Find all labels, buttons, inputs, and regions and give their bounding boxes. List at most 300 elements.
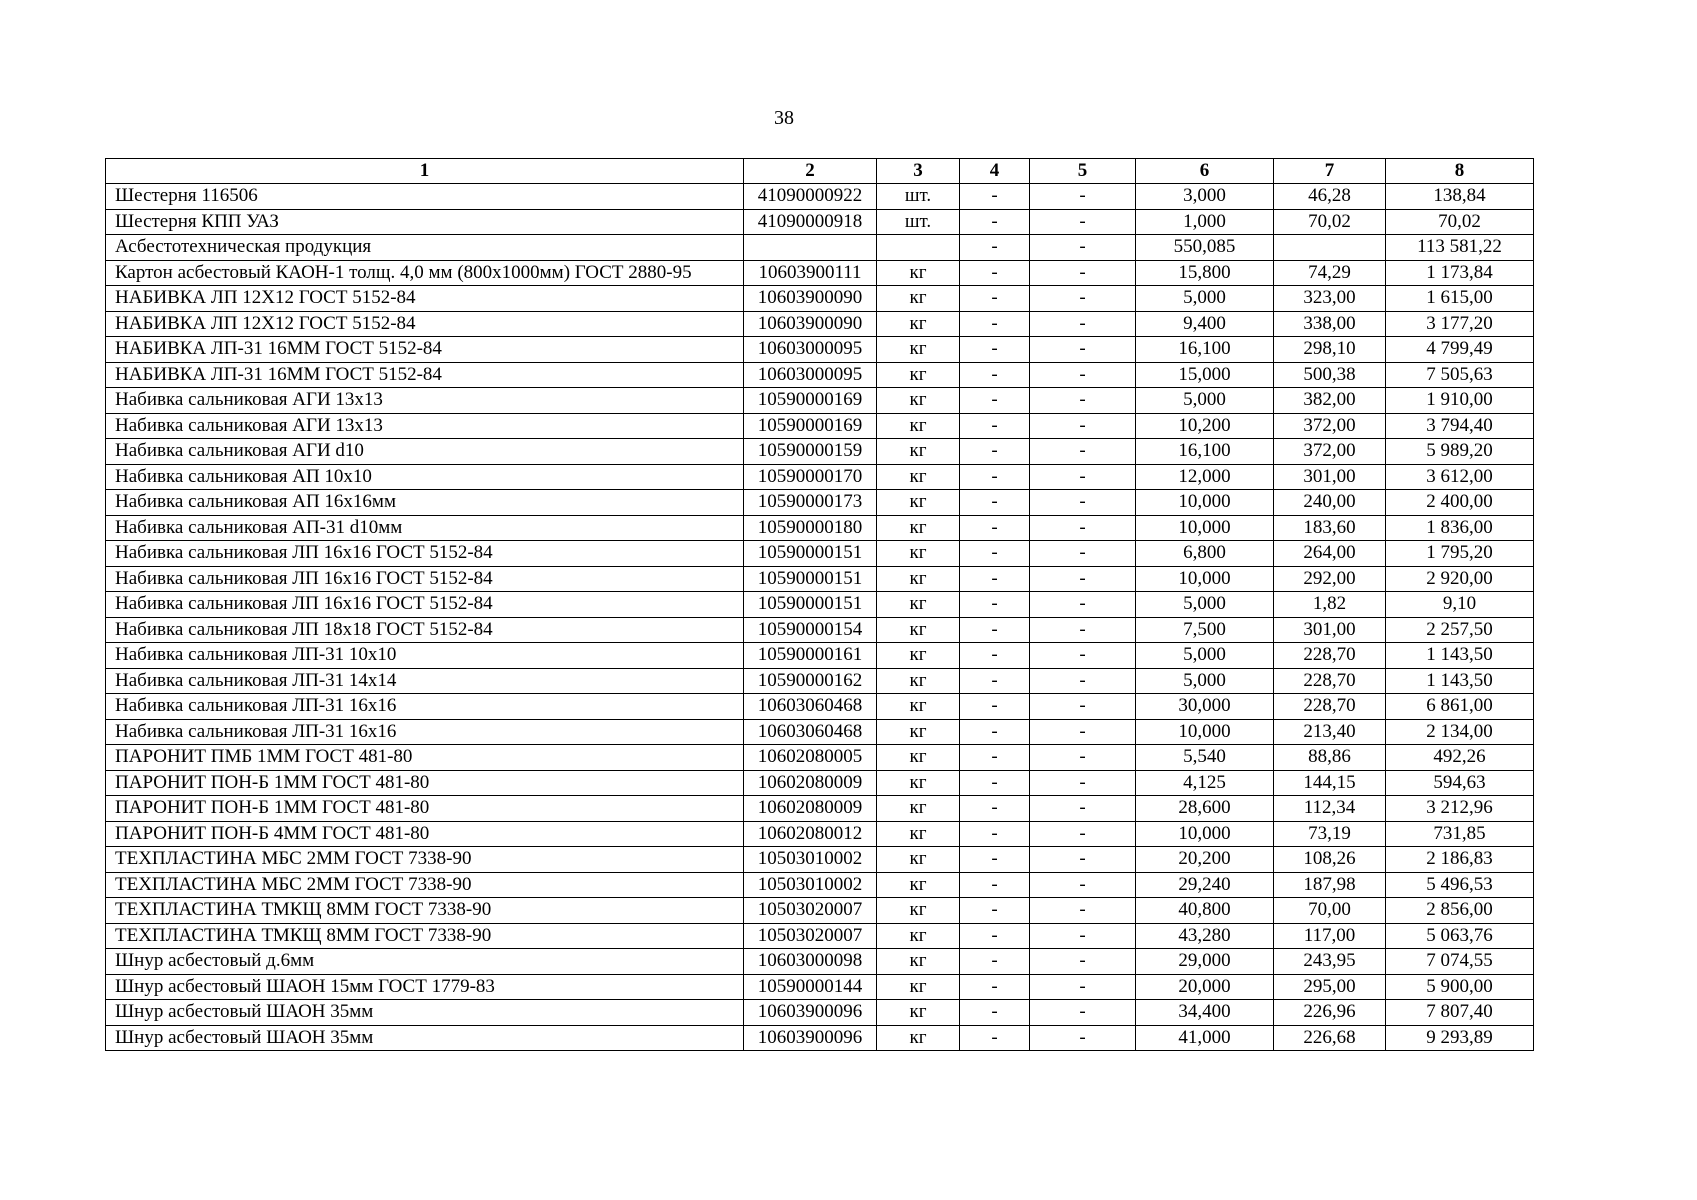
item-name-cell: ПАРОНИТ ПМБ 1ММ ГОСТ 481-80 bbox=[106, 745, 744, 771]
item-code-cell: 10603000095 bbox=[744, 337, 877, 363]
item-name-cell: Набивка сальниковая ЛП 18х18 ГОСТ 5152-84 bbox=[106, 617, 744, 643]
unit-cell: кг bbox=[877, 464, 960, 490]
item-name-cell: НАБИВКА ЛП-31 16ММ ГОСТ 5152-84 bbox=[106, 337, 744, 363]
item-code-cell: 10503020007 bbox=[744, 898, 877, 924]
sum-cell: 5 989,20 bbox=[1386, 439, 1534, 465]
unit-cell: кг bbox=[877, 286, 960, 312]
unit-cell bbox=[877, 235, 960, 261]
column-4-cell: - bbox=[960, 515, 1030, 541]
item-name-cell: Картон асбестовый КАОН-1 толщ. 4,0 мм (800х1000мм) ГОСТ 2880-95 bbox=[106, 260, 744, 286]
sum-cell: 70,02 bbox=[1386, 209, 1534, 235]
column-4-cell: - bbox=[960, 464, 1030, 490]
item-code-cell: 10603000095 bbox=[744, 362, 877, 388]
sum-cell: 5 496,53 bbox=[1386, 872, 1534, 898]
quantity-cell: 10,000 bbox=[1136, 821, 1274, 847]
price-cell: 183,60 bbox=[1274, 515, 1386, 541]
column-5-cell: - bbox=[1030, 439, 1136, 465]
table-row bbox=[106, 260, 1534, 286]
unit-cell: кг bbox=[877, 566, 960, 592]
price-cell: 372,00 bbox=[1274, 413, 1386, 439]
column-4-cell: - bbox=[960, 821, 1030, 847]
quantity-cell: 10,200 bbox=[1136, 413, 1274, 439]
unit-cell: кг bbox=[877, 770, 960, 796]
unit-cell: кг bbox=[877, 388, 960, 414]
quantity-cell: 41,000 bbox=[1136, 1025, 1274, 1051]
item-code-cell: 10603900111 bbox=[744, 260, 877, 286]
sum-cell: 3 612,00 bbox=[1386, 464, 1534, 490]
table-row bbox=[106, 235, 1534, 261]
price-cell: 264,00 bbox=[1274, 541, 1386, 567]
column-4-cell: - bbox=[960, 388, 1030, 414]
column-4-cell: - bbox=[960, 974, 1030, 1000]
table-row bbox=[106, 566, 1534, 592]
quantity-cell: 4,125 bbox=[1136, 770, 1274, 796]
column-5-cell: - bbox=[1030, 286, 1136, 312]
sum-cell: 1 910,00 bbox=[1386, 388, 1534, 414]
column-5-cell: - bbox=[1030, 668, 1136, 694]
column-4-cell: - bbox=[960, 745, 1030, 771]
item-code-cell: 10603900090 bbox=[744, 286, 877, 312]
item-name-cell: ТЕХПЛАСТИНА ТМКЩ 8ММ ГОСТ 7338-90 bbox=[106, 923, 744, 949]
price-cell: 228,70 bbox=[1274, 694, 1386, 720]
price-cell: 70,02 bbox=[1274, 209, 1386, 235]
table-row bbox=[106, 770, 1534, 796]
unit-cell: кг bbox=[877, 592, 960, 618]
item-code-cell: 10603900096 bbox=[744, 1000, 877, 1026]
column-4-cell: - bbox=[960, 541, 1030, 567]
column-5-cell: - bbox=[1030, 872, 1136, 898]
unit-cell: шт. bbox=[877, 209, 960, 235]
table-row bbox=[106, 541, 1534, 567]
item-code-cell: 10590000169 bbox=[744, 388, 877, 414]
price-cell: 226,68 bbox=[1274, 1025, 1386, 1051]
unit-cell: кг bbox=[877, 974, 960, 1000]
table-row bbox=[106, 847, 1534, 873]
item-name-cell: Набивка сальниковая ЛП-31 10х10 bbox=[106, 643, 744, 669]
sum-cell: 2 400,00 bbox=[1386, 490, 1534, 516]
sum-cell: 1 836,00 bbox=[1386, 515, 1534, 541]
unit-cell: кг bbox=[877, 796, 960, 822]
price-cell: 88,86 bbox=[1274, 745, 1386, 771]
table-row bbox=[106, 796, 1534, 822]
column-5-cell: - bbox=[1030, 337, 1136, 363]
item-code-cell: 10603900096 bbox=[744, 1025, 877, 1051]
price-cell: 74,29 bbox=[1274, 260, 1386, 286]
sum-cell: 9,10 bbox=[1386, 592, 1534, 618]
quantity-cell: 15,800 bbox=[1136, 260, 1274, 286]
table-row bbox=[106, 286, 1534, 312]
price-cell: 240,00 bbox=[1274, 490, 1386, 516]
column-4-cell: - bbox=[960, 260, 1030, 286]
unit-cell: кг bbox=[877, 490, 960, 516]
sum-cell: 4 799,49 bbox=[1386, 337, 1534, 363]
item-name-cell: НАБИВКА ЛП-31 16ММ ГОСТ 5152-84 bbox=[106, 362, 744, 388]
price-cell: 298,10 bbox=[1274, 337, 1386, 363]
item-name-cell: Набивка сальниковая АП-31 d10мм bbox=[106, 515, 744, 541]
item-code-cell: 41090000918 bbox=[744, 209, 877, 235]
item-name-cell: Шестерня КПП УАЗ bbox=[106, 209, 744, 235]
price-cell: 108,26 bbox=[1274, 847, 1386, 873]
column-4-cell: - bbox=[960, 311, 1030, 337]
item-code-cell: 10590000161 bbox=[744, 643, 877, 669]
quantity-cell: 15,000 bbox=[1136, 362, 1274, 388]
column-5-cell: - bbox=[1030, 745, 1136, 771]
sum-cell: 594,63 bbox=[1386, 770, 1534, 796]
column-5-cell: - bbox=[1030, 311, 1136, 337]
item-name-cell: Набивка сальниковая ЛП 16х16 ГОСТ 5152-84 bbox=[106, 592, 744, 618]
table-row bbox=[106, 668, 1534, 694]
item-name-cell: Шнур асбестовый д.6мм bbox=[106, 949, 744, 975]
sum-cell: 5 063,76 bbox=[1386, 923, 1534, 949]
price-cell: 228,70 bbox=[1274, 668, 1386, 694]
column-header: 2 bbox=[744, 159, 877, 184]
sum-cell: 1 143,50 bbox=[1386, 668, 1534, 694]
unit-cell: кг bbox=[877, 923, 960, 949]
unit-cell: кг bbox=[877, 311, 960, 337]
table-row bbox=[106, 592, 1534, 618]
quantity-cell: 20,000 bbox=[1136, 974, 1274, 1000]
unit-cell: кг bbox=[877, 668, 960, 694]
table-row bbox=[106, 515, 1534, 541]
quantity-cell: 6,800 bbox=[1136, 541, 1274, 567]
column-5-cell: - bbox=[1030, 184, 1136, 210]
item-code-cell: 10603060468 bbox=[744, 719, 877, 745]
unit-cell: кг bbox=[877, 719, 960, 745]
column-5-cell: - bbox=[1030, 566, 1136, 592]
column-header: 3 bbox=[877, 159, 960, 184]
price-cell: 73,19 bbox=[1274, 821, 1386, 847]
column-4-cell: - bbox=[960, 490, 1030, 516]
item-code-cell: 10590000170 bbox=[744, 464, 877, 490]
table-row bbox=[106, 821, 1534, 847]
price-cell: 292,00 bbox=[1274, 566, 1386, 592]
quantity-cell: 12,000 bbox=[1136, 464, 1274, 490]
column-5-cell: - bbox=[1030, 643, 1136, 669]
price-cell: 338,00 bbox=[1274, 311, 1386, 337]
column-5-cell: - bbox=[1030, 541, 1136, 567]
column-5-cell: - bbox=[1030, 694, 1136, 720]
quantity-cell: 1,000 bbox=[1136, 209, 1274, 235]
column-4-cell: - bbox=[960, 719, 1030, 745]
column-4-cell: - bbox=[960, 796, 1030, 822]
table-row bbox=[106, 1000, 1534, 1026]
price-cell: 70,00 bbox=[1274, 898, 1386, 924]
table-row bbox=[106, 974, 1534, 1000]
column-5-cell: - bbox=[1030, 362, 1136, 388]
column-5-cell: - bbox=[1030, 1000, 1136, 1026]
sum-cell: 492,26 bbox=[1386, 745, 1534, 771]
quantity-cell: 5,000 bbox=[1136, 668, 1274, 694]
quantity-cell: 7,500 bbox=[1136, 617, 1274, 643]
table-row bbox=[106, 694, 1534, 720]
column-4-cell: - bbox=[960, 209, 1030, 235]
column-5-cell: - bbox=[1030, 260, 1136, 286]
column-5-cell: - bbox=[1030, 974, 1136, 1000]
column-4-cell: - bbox=[960, 286, 1030, 312]
table-row bbox=[106, 719, 1534, 745]
table-row bbox=[106, 949, 1534, 975]
item-name-cell: Набивка сальниковая АГИ 13х13 bbox=[106, 388, 744, 414]
item-name-cell: ТЕХПЛАСТИНА ТМКЩ 8ММ ГОСТ 7338-90 bbox=[106, 898, 744, 924]
item-name-cell: Шнур асбестовый ШАОН 15мм ГОСТ 1779-83 bbox=[106, 974, 744, 1000]
column-5-cell: - bbox=[1030, 949, 1136, 975]
unit-cell: кг bbox=[877, 439, 960, 465]
item-code-cell: 10590000180 bbox=[744, 515, 877, 541]
quantity-cell: 10,000 bbox=[1136, 719, 1274, 745]
price-cell: 382,00 bbox=[1274, 388, 1386, 414]
table-row bbox=[106, 490, 1534, 516]
sum-cell: 2 856,00 bbox=[1386, 898, 1534, 924]
unit-cell: кг bbox=[877, 745, 960, 771]
quantity-cell: 5,540 bbox=[1136, 745, 1274, 771]
column-5-cell: - bbox=[1030, 413, 1136, 439]
item-code-cell: 10590000154 bbox=[744, 617, 877, 643]
price-cell: 295,00 bbox=[1274, 974, 1386, 1000]
column-4-cell: - bbox=[960, 770, 1030, 796]
quantity-cell: 20,200 bbox=[1136, 847, 1274, 873]
column-5-cell: - bbox=[1030, 821, 1136, 847]
unit-cell: кг bbox=[877, 337, 960, 363]
sum-cell: 1 143,50 bbox=[1386, 643, 1534, 669]
sum-cell: 6 861,00 bbox=[1386, 694, 1534, 720]
item-code-cell: 10590000169 bbox=[744, 413, 877, 439]
table-header-row bbox=[106, 159, 1534, 184]
price-cell: 372,00 bbox=[1274, 439, 1386, 465]
column-5-cell: - bbox=[1030, 898, 1136, 924]
table-row bbox=[106, 898, 1534, 924]
sum-cell: 2 920,00 bbox=[1386, 566, 1534, 592]
item-code-cell: 10503010002 bbox=[744, 872, 877, 898]
unit-cell: кг bbox=[877, 1025, 960, 1051]
column-4-cell: - bbox=[960, 923, 1030, 949]
item-name-cell: Набивка сальниковая ЛП-31 16х16 bbox=[106, 694, 744, 720]
column-4-cell: - bbox=[960, 592, 1030, 618]
unit-cell: кг bbox=[877, 541, 960, 567]
column-5-cell: - bbox=[1030, 235, 1136, 261]
column-5-cell: - bbox=[1030, 464, 1136, 490]
price-cell: 46,28 bbox=[1274, 184, 1386, 210]
item-name-cell: Набивка сальниковая ЛП-31 14х14 bbox=[106, 668, 744, 694]
item-code-cell: 10590000173 bbox=[744, 490, 877, 516]
inventory-table bbox=[105, 158, 1534, 1051]
quantity-cell: 5,000 bbox=[1136, 388, 1274, 414]
unit-cell: кг bbox=[877, 1000, 960, 1026]
quantity-cell: 28,600 bbox=[1136, 796, 1274, 822]
item-name-cell: Набивка сальниковая АП 10х10 bbox=[106, 464, 744, 490]
column-5-cell: - bbox=[1030, 617, 1136, 643]
column-4-cell: - bbox=[960, 949, 1030, 975]
unit-cell: кг bbox=[877, 413, 960, 439]
item-code-cell: 10602080005 bbox=[744, 745, 877, 771]
column-5-cell: - bbox=[1030, 1025, 1136, 1051]
price-cell: 117,00 bbox=[1274, 923, 1386, 949]
item-name-cell: Шестерня 116506 bbox=[106, 184, 744, 210]
column-5-cell: - bbox=[1030, 847, 1136, 873]
item-code-cell: 10603060468 bbox=[744, 694, 877, 720]
item-name-cell: НАБИВКА ЛП 12Х12 ГОСТ 5152-84 bbox=[106, 311, 744, 337]
unit-cell: кг bbox=[877, 949, 960, 975]
item-name-cell: Набивка сальниковая ЛП 16х16 ГОСТ 5152-84 bbox=[106, 541, 744, 567]
column-header: 1 bbox=[106, 159, 744, 184]
table-row bbox=[106, 923, 1534, 949]
item-code-cell: 10602080012 bbox=[744, 821, 877, 847]
quantity-cell: 34,400 bbox=[1136, 1000, 1274, 1026]
item-name-cell: Набивка сальниковая АГИ 13х13 bbox=[106, 413, 744, 439]
quantity-cell: 29,000 bbox=[1136, 949, 1274, 975]
quantity-cell: 3,000 bbox=[1136, 184, 1274, 210]
column-5-cell: - bbox=[1030, 515, 1136, 541]
item-name-cell: Шнур асбестовый ШАОН 35мм bbox=[106, 1025, 744, 1051]
price-cell: 500,38 bbox=[1274, 362, 1386, 388]
table-body bbox=[106, 184, 1534, 1051]
column-4-cell: - bbox=[960, 439, 1030, 465]
column-header: 8 bbox=[1386, 159, 1534, 184]
column-4-cell: - bbox=[960, 362, 1030, 388]
column-5-cell: - bbox=[1030, 770, 1136, 796]
table-row bbox=[106, 643, 1534, 669]
quantity-cell: 16,100 bbox=[1136, 439, 1274, 465]
unit-cell: кг bbox=[877, 898, 960, 924]
column-4-cell: - bbox=[960, 668, 1030, 694]
sum-cell: 1 795,20 bbox=[1386, 541, 1534, 567]
item-name-cell: Асбестотехническая продукция bbox=[106, 235, 744, 261]
table-row bbox=[106, 362, 1534, 388]
table-row bbox=[106, 745, 1534, 771]
sum-cell: 7 074,55 bbox=[1386, 949, 1534, 975]
unit-cell: кг bbox=[877, 515, 960, 541]
unit-cell: шт. bbox=[877, 184, 960, 210]
price-cell: 187,98 bbox=[1274, 872, 1386, 898]
item-name-cell: ТЕХПЛАСТИНА МБС 2ММ ГОСТ 7338-90 bbox=[106, 847, 744, 873]
page-number: 38 bbox=[774, 107, 794, 129]
column-5-cell: - bbox=[1030, 719, 1136, 745]
unit-cell: кг bbox=[877, 872, 960, 898]
table-row bbox=[106, 1025, 1534, 1051]
column-5-cell: - bbox=[1030, 592, 1136, 618]
column-5-cell: - bbox=[1030, 796, 1136, 822]
price-cell: 213,40 bbox=[1274, 719, 1386, 745]
sum-cell: 3 177,20 bbox=[1386, 311, 1534, 337]
table-row bbox=[106, 337, 1534, 363]
column-4-cell: - bbox=[960, 1000, 1030, 1026]
quantity-cell: 10,000 bbox=[1136, 515, 1274, 541]
item-code-cell: 10590000144 bbox=[744, 974, 877, 1000]
sum-cell: 7 807,40 bbox=[1386, 1000, 1534, 1026]
sum-cell: 138,84 bbox=[1386, 184, 1534, 210]
sum-cell: 2 186,83 bbox=[1386, 847, 1534, 873]
quantity-cell: 40,800 bbox=[1136, 898, 1274, 924]
item-name-cell: ПАРОНИТ ПОН-Б 4ММ ГОСТ 481-80 bbox=[106, 821, 744, 847]
item-code-cell: 10590000159 bbox=[744, 439, 877, 465]
sum-cell: 5 900,00 bbox=[1386, 974, 1534, 1000]
item-name-cell: НАБИВКА ЛП 12Х12 ГОСТ 5152-84 bbox=[106, 286, 744, 312]
item-code-cell: 10590000151 bbox=[744, 592, 877, 618]
item-code-cell: 10590000151 bbox=[744, 541, 877, 567]
sum-cell: 731,85 bbox=[1386, 821, 1534, 847]
column-header: 7 bbox=[1274, 159, 1386, 184]
item-name-cell: Набивка сальниковая АГИ d10 bbox=[106, 439, 744, 465]
column-5-cell: - bbox=[1030, 923, 1136, 949]
price-cell: 301,00 bbox=[1274, 617, 1386, 643]
column-4-cell: - bbox=[960, 617, 1030, 643]
table-row bbox=[106, 388, 1534, 414]
item-code-cell: 10603000098 bbox=[744, 949, 877, 975]
item-name-cell: ПАРОНИТ ПОН-Б 1ММ ГОСТ 481-80 bbox=[106, 796, 744, 822]
column-header: 6 bbox=[1136, 159, 1274, 184]
column-5-cell: - bbox=[1030, 388, 1136, 414]
column-5-cell: - bbox=[1030, 209, 1136, 235]
unit-cell: кг bbox=[877, 694, 960, 720]
unit-cell: кг bbox=[877, 643, 960, 669]
item-name-cell: Шнур асбестовый ШАОН 35мм bbox=[106, 1000, 744, 1026]
price-cell bbox=[1274, 235, 1386, 261]
unit-cell: кг bbox=[877, 617, 960, 643]
column-4-cell: - bbox=[960, 413, 1030, 439]
column-4-cell: - bbox=[960, 872, 1030, 898]
table-row bbox=[106, 209, 1534, 235]
column-4-cell: - bbox=[960, 847, 1030, 873]
item-code-cell: 10603900090 bbox=[744, 311, 877, 337]
unit-cell: кг bbox=[877, 260, 960, 286]
column-header: 5 bbox=[1030, 159, 1136, 184]
table-row bbox=[106, 872, 1534, 898]
sum-cell: 2 134,00 bbox=[1386, 719, 1534, 745]
sum-cell: 1 615,00 bbox=[1386, 286, 1534, 312]
item-name-cell: ПАРОНИТ ПОН-Б 1ММ ГОСТ 481-80 bbox=[106, 770, 744, 796]
table-row bbox=[106, 413, 1534, 439]
table-row bbox=[106, 311, 1534, 337]
item-code-cell: 10602080009 bbox=[744, 796, 877, 822]
sum-cell: 1 173,84 bbox=[1386, 260, 1534, 286]
sum-cell: 9 293,89 bbox=[1386, 1025, 1534, 1051]
price-cell: 1,82 bbox=[1274, 592, 1386, 618]
column-4-cell: - bbox=[960, 643, 1030, 669]
column-4-cell: - bbox=[960, 566, 1030, 592]
sum-cell: 3 794,40 bbox=[1386, 413, 1534, 439]
quantity-cell: 30,000 bbox=[1136, 694, 1274, 720]
quantity-cell: 43,280 bbox=[1136, 923, 1274, 949]
column-4-cell: - bbox=[960, 337, 1030, 363]
column-4-cell: - bbox=[960, 235, 1030, 261]
quantity-cell: 550,085 bbox=[1136, 235, 1274, 261]
quantity-cell: 9,400 bbox=[1136, 311, 1274, 337]
item-name-cell: Набивка сальниковая АП 16х16мм bbox=[106, 490, 744, 516]
item-code-cell: 10503020007 bbox=[744, 923, 877, 949]
item-code-cell: 10590000151 bbox=[744, 566, 877, 592]
item-name-cell: Набивка сальниковая ЛП 16х16 ГОСТ 5152-84 bbox=[106, 566, 744, 592]
sum-cell: 3 212,96 bbox=[1386, 796, 1534, 822]
quantity-cell: 16,100 bbox=[1136, 337, 1274, 363]
sum-cell: 113 581,22 bbox=[1386, 235, 1534, 261]
item-code-cell: 10590000162 bbox=[744, 668, 877, 694]
item-code-cell bbox=[744, 235, 877, 261]
item-code-cell: 10602080009 bbox=[744, 770, 877, 796]
column-4-cell: - bbox=[960, 694, 1030, 720]
table-row bbox=[106, 464, 1534, 490]
unit-cell: кг bbox=[877, 362, 960, 388]
quantity-cell: 5,000 bbox=[1136, 592, 1274, 618]
table-row bbox=[106, 184, 1534, 210]
price-cell: 243,95 bbox=[1274, 949, 1386, 975]
quantity-cell: 5,000 bbox=[1136, 286, 1274, 312]
sum-cell: 7 505,63 bbox=[1386, 362, 1534, 388]
unit-cell: кг bbox=[877, 821, 960, 847]
price-cell: 228,70 bbox=[1274, 643, 1386, 669]
column-5-cell: - bbox=[1030, 490, 1136, 516]
column-4-cell: - bbox=[960, 184, 1030, 210]
item-name-cell: ТЕХПЛАСТИНА МБС 2ММ ГОСТ 7338-90 bbox=[106, 872, 744, 898]
unit-cell: кг bbox=[877, 847, 960, 873]
